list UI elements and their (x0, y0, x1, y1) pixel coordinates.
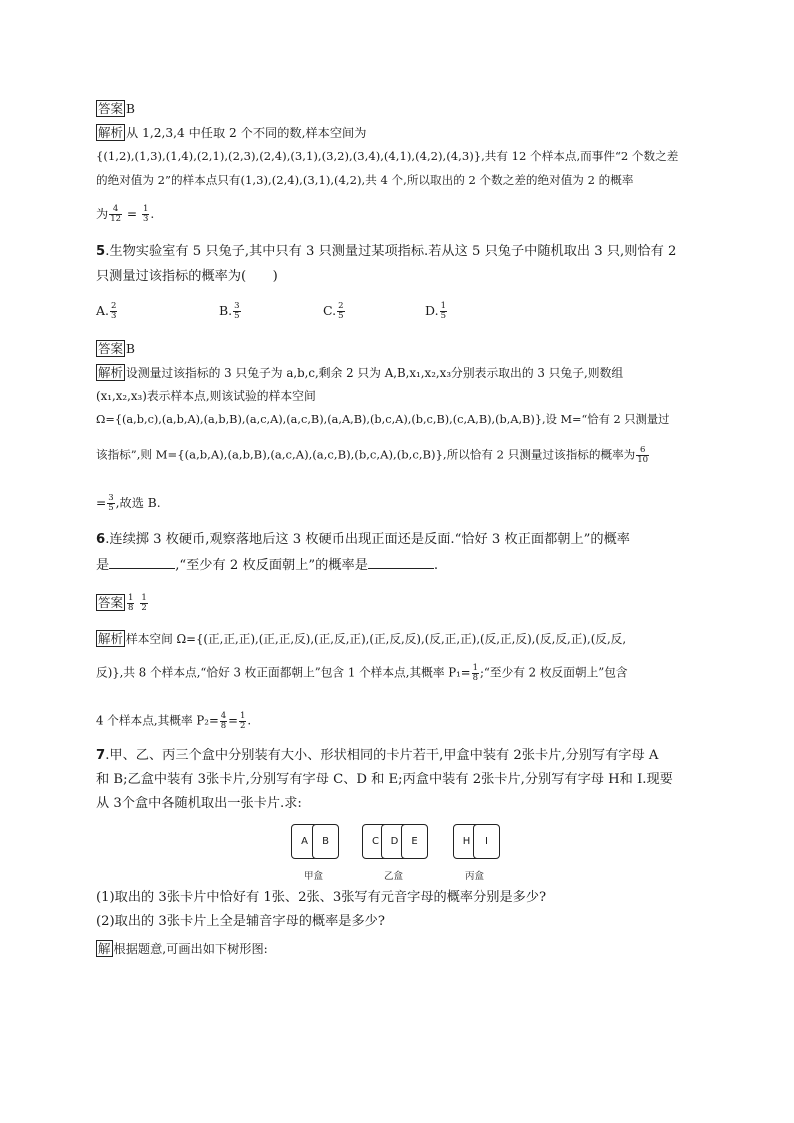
fraction (109, 205, 122, 224)
numerator: 4 (109, 205, 122, 215)
q5-option-a[interactable] (96, 302, 118, 321)
box-label: 甲盒 (304, 871, 324, 882)
numerator: 2 (111, 301, 117, 311)
q4-analysis-text: 从 1,2,3,4 中任取 2 个不同的数,样本空间为 (126, 126, 367, 140)
q6-analysis-line-2 (96, 664, 628, 683)
denominator: 5 (338, 311, 344, 321)
fraction (140, 594, 147, 613)
q7-solution-line (96, 940, 268, 957)
q6-stem-line-2 (96, 556, 438, 574)
q5-option-d[interactable] (425, 302, 448, 321)
option-letter: D. (425, 303, 439, 318)
period: . (433, 558, 439, 573)
denominator: 8 (128, 603, 134, 613)
box-label: 乙盒 (384, 871, 404, 882)
denominator: 5 (108, 503, 114, 513)
period: . (247, 713, 252, 728)
fraction (107, 494, 114, 513)
analysis-tag: 解析 (98, 631, 124, 646)
numerator: 1 (128, 593, 134, 603)
numerator: 6 (636, 446, 649, 456)
q5-answer: B (126, 342, 135, 356)
fraction (110, 302, 117, 321)
q5-stem-line-1 (96, 244, 676, 260)
equals: = (228, 713, 238, 728)
denominator: 2 (141, 603, 147, 613)
q5-analysis-line-2: (x₁,x₂,x₃)表示样本点,则该试验的样本空间 (96, 389, 316, 403)
denominator: 2 (239, 721, 246, 731)
q4-analysis-line-1 (96, 124, 366, 141)
q5-analysis-line-5 (96, 494, 161, 513)
card: C (362, 824, 389, 859)
fraction (472, 664, 479, 683)
q5-option-b[interactable] (219, 302, 242, 321)
question-number: 6 (96, 532, 106, 547)
answer-blank[interactable] (109, 556, 175, 569)
q6-answer-line (96, 594, 149, 613)
q7-stem-line-1 (96, 748, 658, 764)
q5-option-c[interactable] (323, 302, 346, 321)
fraction (127, 594, 134, 613)
analysis-tag: 解析 (98, 125, 124, 140)
denominator: 8 (472, 673, 478, 683)
q7-solution-text: 根据题意,可画出如下树形图: (113, 942, 268, 956)
q4-analysis-line-2: {(1,2),(1,3),(1,4),(2,1),(2,3),(2,4),(3,1),(3,2),(3,4),(4,1),(4,2),(4,3)},共有 12 个样本点,而事件“2 个数之差 (96, 149, 679, 163)
q5-analysis-line-1 (96, 364, 623, 381)
numerator: 3 (234, 301, 240, 311)
fraction (440, 302, 447, 321)
answer-tag: 答案 (98, 341, 124, 356)
q7-subquestion-1: (1)取出的 3张卡片中恰好有 1张、2张、3张写有元音字母的概率分别是多少? (96, 890, 547, 905)
denominator: 12 (110, 214, 122, 224)
q4-analysis-line-4 (96, 205, 154, 224)
q5-analysis-text: 设测量过该指标的 3 只兔子为 a,b,c,剩余 2 只为 A,B,x₁,x₂,x₃分别表示取出的 3 只兔子,则数组 (126, 366, 624, 380)
q6-analysis-line-3 (96, 712, 251, 731)
q4-answer: B (126, 102, 135, 116)
numerator: 1 (472, 663, 478, 673)
q6-stem: .连续掷 3 枚硬币,观察落地后这 3 枚硬币出现正面还是反面.“恰好 3 枚正面都朝上”的概率 (105, 532, 630, 547)
q7-stem-line-2: 和 B;乙盒中装有 3张卡片,分别写有字母 C、D 和 E;丙盒中装有 2张卡片,分别写有字母 H和 I.现要 (96, 772, 673, 787)
card: A (291, 824, 318, 859)
card: I (473, 824, 500, 859)
q6-stem-line-1 (96, 532, 630, 548)
box-label: 丙盒 (465, 871, 485, 882)
numerator: 1 (141, 593, 147, 603)
card: D (381, 824, 408, 859)
numerator: 1 (142, 204, 149, 214)
denominator: 5 (440, 311, 446, 321)
card: E (401, 824, 428, 859)
fraction (636, 446, 649, 465)
denominator: 10 (637, 455, 649, 465)
q5-analysis-line-4 (96, 446, 650, 465)
answer-blank[interactable] (368, 556, 434, 569)
analysis-tag: 解析 (98, 365, 124, 380)
q5-stem: .生物实验室有 5 只兔子,其中只有 3 只测量过某项指标.若从这 5 只兔子中随机取出 3 只,则恰有 2 (105, 244, 677, 259)
denominator: 3 (111, 311, 117, 321)
q7-subquestion-2: (2)取出的 3张卡片上全是辅音字母的概率是多少? (96, 914, 385, 929)
fraction (220, 712, 227, 731)
question-number: 5 (96, 244, 106, 259)
q4-analysis-line-3: 的绝对值为 2”的样本点只有(1,3),(2,4),(3,1),(4,2),共 4 个,所以取出的 2 个数之差的绝对值为 2 的概率 (96, 173, 634, 187)
denominator: 5 (234, 311, 240, 321)
option-letter: B. (219, 303, 233, 318)
q5-conclusion: ,故选 B. (115, 496, 161, 510)
equals: = (96, 496, 107, 510)
q6-analysis-line-1 (96, 630, 626, 647)
fraction (142, 205, 149, 224)
q6-analysis-text: 反)},共 8 个样本点,“恰好 3 枚正面都朝上”包含 1 个样本点,其概率 P₁= (96, 665, 471, 680)
q7-stem-line-3: 从 3个盒中各随机取出一张卡片.求: (96, 796, 302, 811)
option-letter: C. (323, 303, 337, 318)
numerator: 2 (338, 301, 344, 311)
solution-tag: 解 (98, 941, 111, 956)
q7-stem: .甲、乙、丙三个盒中分别装有大小、形状相同的卡片若干,甲盒中装有 2张卡片,分别写有字母 A (105, 748, 659, 763)
period: . (150, 207, 155, 221)
equals: = (126, 207, 138, 221)
fraction (233, 302, 240, 321)
q6-stem: 是 (96, 558, 110, 573)
fraction (239, 712, 246, 731)
q5-answer-line (96, 340, 135, 357)
numerator: 4 (220, 711, 227, 721)
numerator: 1 (239, 711, 246, 721)
q4-answer-line (96, 100, 135, 117)
q5-analysis-line-3: Ω={(a,b,c),(a,b,A),(a,b,B),(a,c,A),(a,c,B),(a,A,B),(b,c,A),(b,c,B),(c,A,B),(b,A,B)},设 M=“恰有 2 只测量过 (96, 413, 670, 426)
q4-prefix: 为 (96, 207, 109, 221)
option-letter: A. (96, 303, 110, 318)
q6-analysis-text: ;“至少有 2 枚反面朝上”包含 (479, 665, 628, 680)
denominator: 3 (142, 214, 149, 224)
denominator: 8 (220, 721, 227, 731)
q6-analysis-text: 4 个样本点,其概率 P₂= (96, 713, 219, 728)
answer-tag: 答案 (98, 101, 124, 116)
fraction (337, 302, 344, 321)
card: H (453, 824, 480, 859)
q5-stem-line-2: 只测量过该指标的概率为( ) (96, 269, 278, 284)
answer-tag: 答案 (98, 595, 124, 610)
question-number: 7 (96, 748, 106, 763)
q6-stem: ,“至少有 2 枚反面朝上”的概率是 (175, 558, 368, 573)
numerator: 1 (440, 301, 446, 311)
card: B (312, 824, 339, 859)
numerator: 3 (108, 493, 114, 503)
q5-analysis-text: 该指标”,则 M={(a,b,A),(a,b,B),(a,c,A),(a,c,B),(b,c,A),(b,c,B)},所以恰有 2 只测量过该指标的概率为 (96, 447, 636, 462)
q6-analysis-text: 样本空间 Ω={(正,正,正),(正,正,反),(正,反,正),(正,反,反),(反,正,正),(反,正,反),(反,反,正),(反,反, (126, 632, 627, 646)
